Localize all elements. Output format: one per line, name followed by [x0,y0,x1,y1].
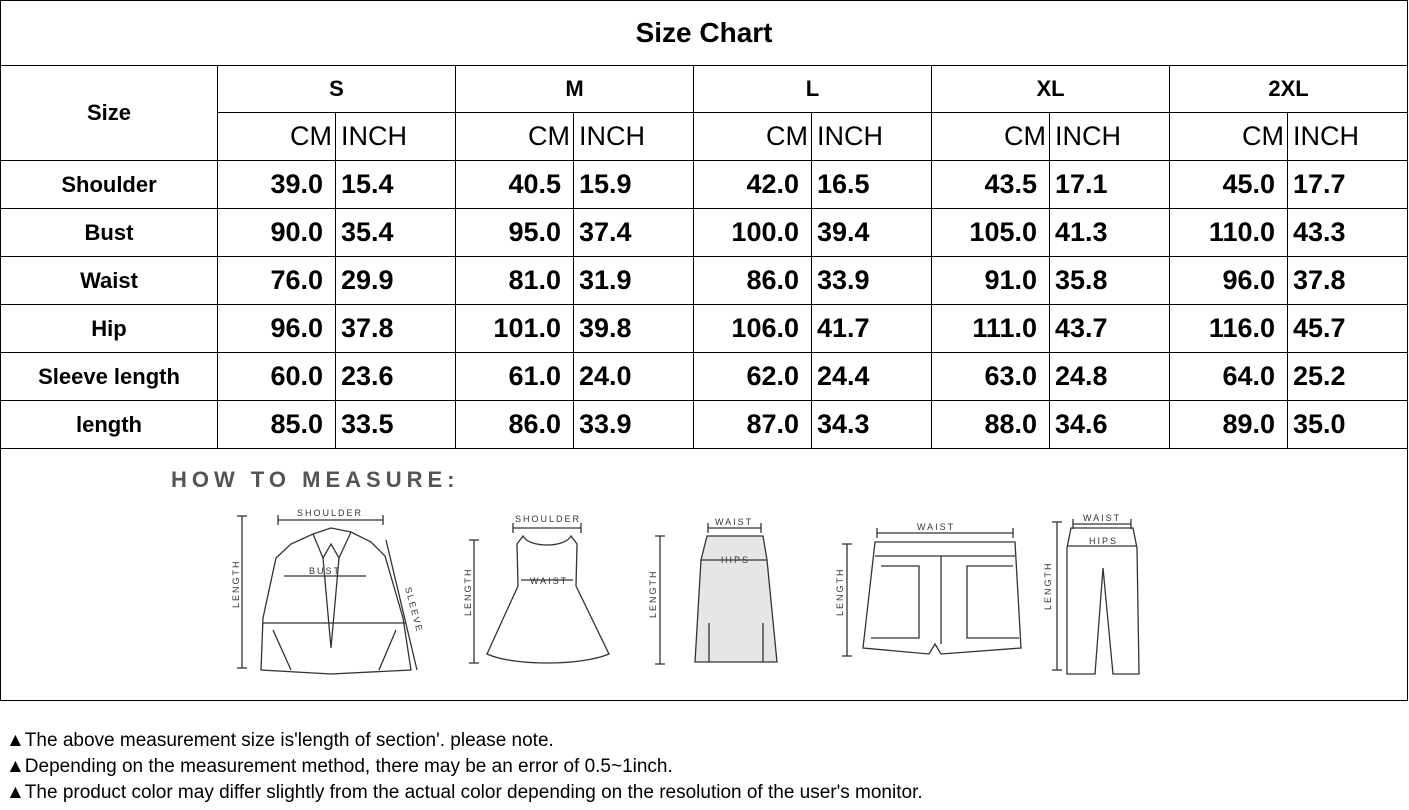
value-cm: 61.0 [456,353,574,401]
value-cm: 100.0 [694,209,812,257]
value-cm: 45.0 [1170,161,1288,209]
label-hips-2: HIPS [1089,536,1119,546]
value-inch: 33.9 [574,401,694,449]
value-inch: 17.7 [1288,161,1408,209]
value-inch: 24.4 [812,353,932,401]
value-inch: 41.3 [1050,209,1170,257]
value-cm: 111.0 [932,305,1050,353]
value-inch: 23.6 [336,353,456,401]
value-cm: 43.5 [932,161,1050,209]
value-inch: 37.8 [336,305,456,353]
value-inch: 39.8 [574,305,694,353]
unit-cm-header: CM [218,113,336,161]
chart-title: Size Chart [1,1,1408,66]
unit-inch-header: INCH [1288,113,1408,161]
value-cm: 64.0 [1170,353,1288,401]
value-cm: 39.0 [218,161,336,209]
table-row [1,353,1408,401]
row-label: Sleeve length [1,353,218,401]
unit-inch-header: INCH [574,113,694,161]
value-cm: 116.0 [1170,305,1288,353]
size-header-l: L [694,66,932,113]
row-label: Hip [1,305,218,353]
size-header-2xl: 2XL [1170,66,1408,113]
value-inch: 41.7 [812,305,932,353]
value-cm: 86.0 [694,257,812,305]
value-inch: 35.8 [1050,257,1170,305]
note-1: ▲The above measurement size is'length of section'. please note. [6,730,554,751]
size-header: Size [1,66,218,161]
label-length-4: LENGTH [835,567,845,616]
value-cm: 88.0 [932,401,1050,449]
table-row [1,257,1408,305]
how-to-measure-title: HOW TO MEASURE: [171,467,460,492]
value-inch: 35.4 [336,209,456,257]
value-cm: 96.0 [218,305,336,353]
label-shoulder-1: SHOULDER [297,508,364,518]
value-inch: 24.8 [1050,353,1170,401]
unit-inch-header: INCH [812,113,932,161]
value-inch: 37.8 [1288,257,1408,305]
label-length-1: LENGTH [231,559,241,608]
size-header-m: M [456,66,694,113]
table-row [1,209,1408,257]
size-header-xl: XL [932,66,1170,113]
dress-illustration [469,523,609,663]
value-cm: 96.0 [1170,257,1288,305]
value-inch: 45.7 [1288,305,1408,353]
row-label: Waist [1,257,218,305]
value-cm: 60.0 [218,353,336,401]
value-inch: 37.4 [574,209,694,257]
skirt-illustration [655,523,777,664]
label-waist-2: WAIST [715,517,754,527]
label-shoulder-2: SHOULDER [515,514,582,524]
unit-inch-header: INCH [336,113,456,161]
value-inch: 34.3 [812,401,932,449]
unit-cm-header: CM [694,113,812,161]
value-inch: 43.7 [1050,305,1170,353]
label-length-3: LENGTH [648,569,658,618]
table-row [1,401,1408,449]
how-to-measure-section [0,448,1408,701]
value-cm: 62.0 [694,353,812,401]
value-inch: 15.9 [574,161,694,209]
label-length-5: LENGTH [1043,561,1053,610]
value-inch: 43.3 [1288,209,1408,257]
size-header-s: S [218,66,456,113]
row-label: length [1,401,218,449]
value-inch: 25.2 [1288,353,1408,401]
value-inch: 33.9 [812,257,932,305]
value-cm: 86.0 [456,401,574,449]
unit-cm-header: CM [456,113,574,161]
value-cm: 91.0 [932,257,1050,305]
label-length-2: LENGTH [463,567,473,616]
value-cm: 106.0 [694,305,812,353]
value-cm: 85.0 [218,401,336,449]
table-row [1,305,1408,353]
value-cm: 89.0 [1170,401,1288,449]
value-inch: 31.9 [574,257,694,305]
label-waist-4: WAIST [1083,513,1122,523]
value-cm: 42.0 [694,161,812,209]
label-sleeve: SLEEVE [403,585,425,634]
value-cm: 95.0 [456,209,574,257]
value-inch: 34.6 [1050,401,1170,449]
value-cm: 90.0 [218,209,336,257]
value-cm: 81.0 [456,257,574,305]
value-cm: 40.5 [456,161,574,209]
value-cm: 105.0 [932,209,1050,257]
jacket-illustration [237,515,417,674]
value-cm: 87.0 [694,401,812,449]
note-2: ▲Depending on the measurement method, there may be an error of 0.5~1inch. [6,756,673,777]
note-3: ▲The product color may differ slightly from the actual color depending on the resolution of the user's monitor. [6,782,923,803]
unit-cm-header: CM [1170,113,1288,161]
value-inch: 29.9 [336,257,456,305]
shorts-illustration [842,528,1021,656]
label-waist-1: WAIST [530,576,569,586]
unit-inch-header: INCH [1050,113,1170,161]
notes [6,728,923,806]
value-inch: 39.4 [812,209,932,257]
value-cm: 101.0 [456,305,574,353]
label-bust: BUST [309,566,342,576]
value-inch: 24.0 [574,353,694,401]
value-cm: 110.0 [1170,209,1288,257]
row-label: Bust [1,209,218,257]
value-inch: 35.0 [1288,401,1408,449]
value-cm: 63.0 [932,353,1050,401]
label-hips-1: HIPS [721,555,751,565]
value-inch: 17.1 [1050,161,1170,209]
value-cm: 76.0 [218,257,336,305]
row-label: Shoulder [1,161,218,209]
value-inch: 15.4 [336,161,456,209]
value-inch: 33.5 [336,401,456,449]
measure-illustrations [1,448,1407,700]
table-row [1,161,1408,209]
unit-cm-header: CM [932,113,1050,161]
label-waist-3: WAIST [917,522,956,532]
value-inch: 16.5 [812,161,932,209]
